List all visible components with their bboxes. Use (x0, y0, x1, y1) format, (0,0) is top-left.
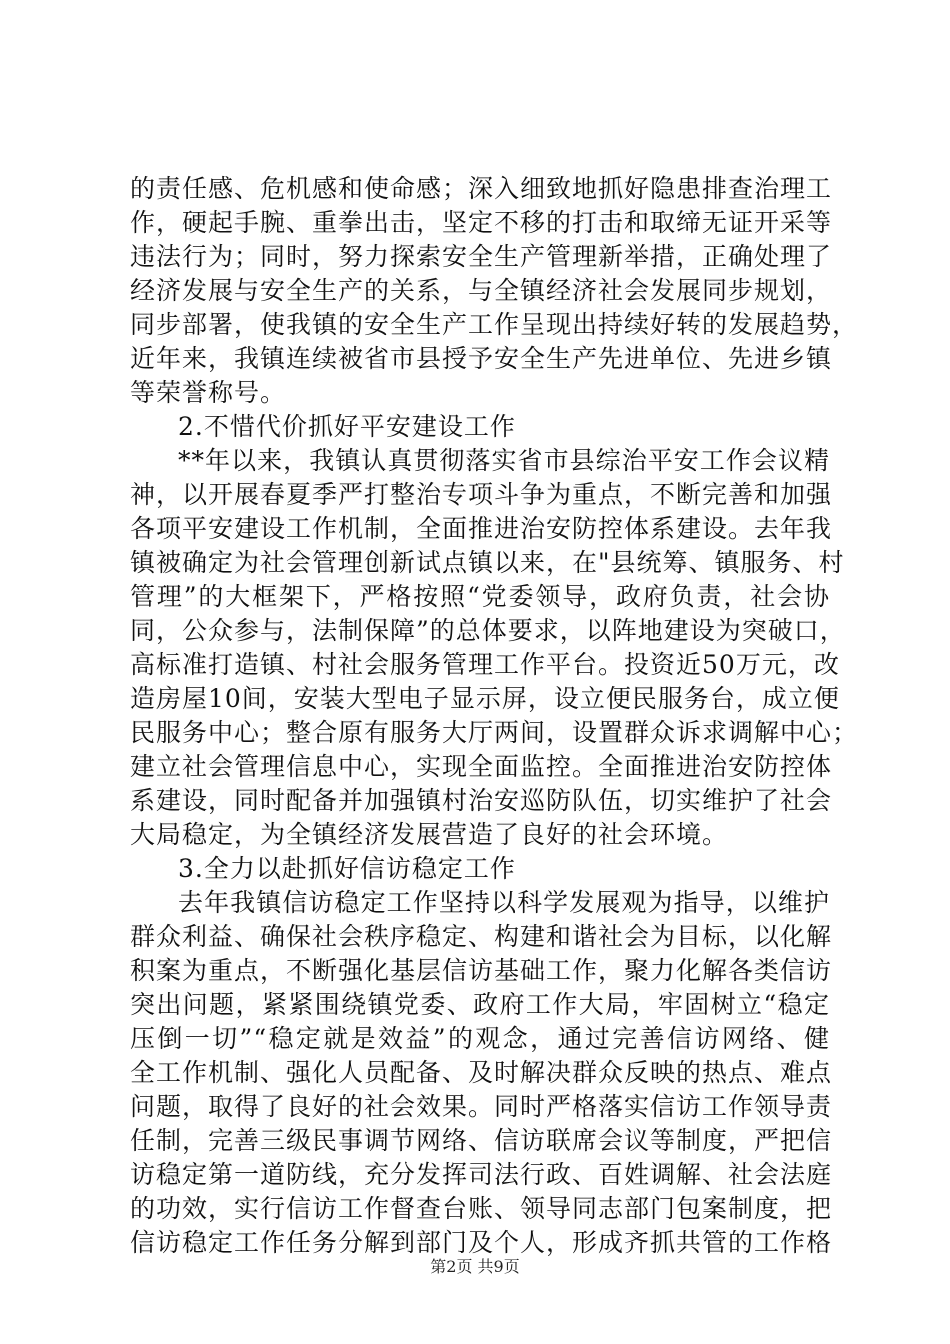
text-line: 系建设，同时配备并加强镇村治安巡防队伍，切实维护了社会 (130, 786, 833, 815)
text-line: 违法行为；同时，努力探索安全生产管理新举措，正确处理了 (130, 242, 833, 271)
text-line: 压倒一切”“稳定就是效益”的观念，通过完善信访网络、健 (130, 1024, 830, 1053)
text-line: 神，以开展春夏季严打整治专项斗争为重点，不断完善和加强 (130, 480, 833, 509)
text-line: 信访稳定工作任务分解到部门及个人，形成齐抓共管的工作格 (130, 1228, 833, 1257)
text-line: 去年我镇信访稳定工作坚持以科学发展观为指导，以维护 (178, 888, 830, 917)
section-heading: 3.全力以赴抓好信访稳定工作 (178, 854, 516, 883)
text-line: 各项平安建设工作机制，全面推进治安防控体系建设。去年我 (130, 514, 833, 543)
text-line: 访稳定第一道防线，充分发挥司法行政、百姓调解、社会法庭 (130, 1160, 833, 1189)
text-line: 积案为重点，不断强化基层信访基础工作，聚力化解各类信访 (130, 956, 833, 985)
text-line: 问题，取得了良好的社会效果。同时严格落实信访工作领导责 (130, 1092, 833, 1121)
text-line: 群众利益、确保社会秩序稳定、构建和谐社会为目标，以化解 (130, 922, 833, 951)
text-line: 镇被确定为社会管理创新试点镇以来，在"县统筹、镇服务、村 (130, 548, 845, 577)
text-line: 造房屋10间，安装大型电子显示屏，设立便民服务台，成立便 (130, 684, 840, 713)
text-line: 建立社会管理信息中心，实现全面监控。全面推进治安防控体 (130, 752, 833, 781)
text-line: 经济发展与安全生产的关系，与全镇经济社会发展同步规划， (130, 276, 833, 305)
text-line: 等荣誉称号。 (130, 378, 287, 407)
text-line: 管理”的大框架下，严格按照“党委领导，政府负责，社会协 (130, 582, 830, 611)
text-line: 大局稳定，为全镇经济发展营造了良好的社会环境。 (130, 820, 729, 849)
text-line: 的责任感、危机感和使命感；深入细致地抓好隐患排查治理工 (130, 174, 833, 203)
text-line: **年以来，我镇认真贯彻落实省市县综治平安工作会议精 (178, 446, 830, 475)
text-line: 全工作机制、强化人员配备、及时解决群众反映的热点、难点 (130, 1058, 833, 1087)
page-number: 第2页 共9页 (430, 1257, 520, 1276)
text-line: 任制，完善三级民事调节网络、信访联席会议等制度，严把信 (130, 1126, 833, 1155)
text-line: 近年来，我镇连续被省市县授予安全生产先进单位、先进乡镇 (130, 344, 833, 373)
text-line: 同，公众参与，法制保障”的总体要求，以阵地建设为突破口， (130, 616, 846, 645)
text-line: 的功效，实行信访工作督查台账、领导同志部门包案制度，把 (130, 1194, 833, 1223)
text-line: 民服务中心；整合原有服务大厅两间，设置群众诉求调解中心； (130, 718, 859, 747)
text-line: 突出问题，紧紧围绕镇党委、政府工作大局，牢固树立“稳定 (130, 990, 830, 1019)
section-heading: 2.不惜代价抓好平安建设工作 (178, 412, 516, 441)
text-line: 同步部署，使我镇的安全生产工作呈现出持续好转的发展趋势， (130, 310, 859, 339)
text-line: 作，硬起手腕、重拳出击，坚定不移的打击和取缔无证开采等 (130, 208, 833, 237)
text-line: 高标准打造镇、村社会服务管理工作平台。投资近50万元，改 (130, 650, 840, 679)
